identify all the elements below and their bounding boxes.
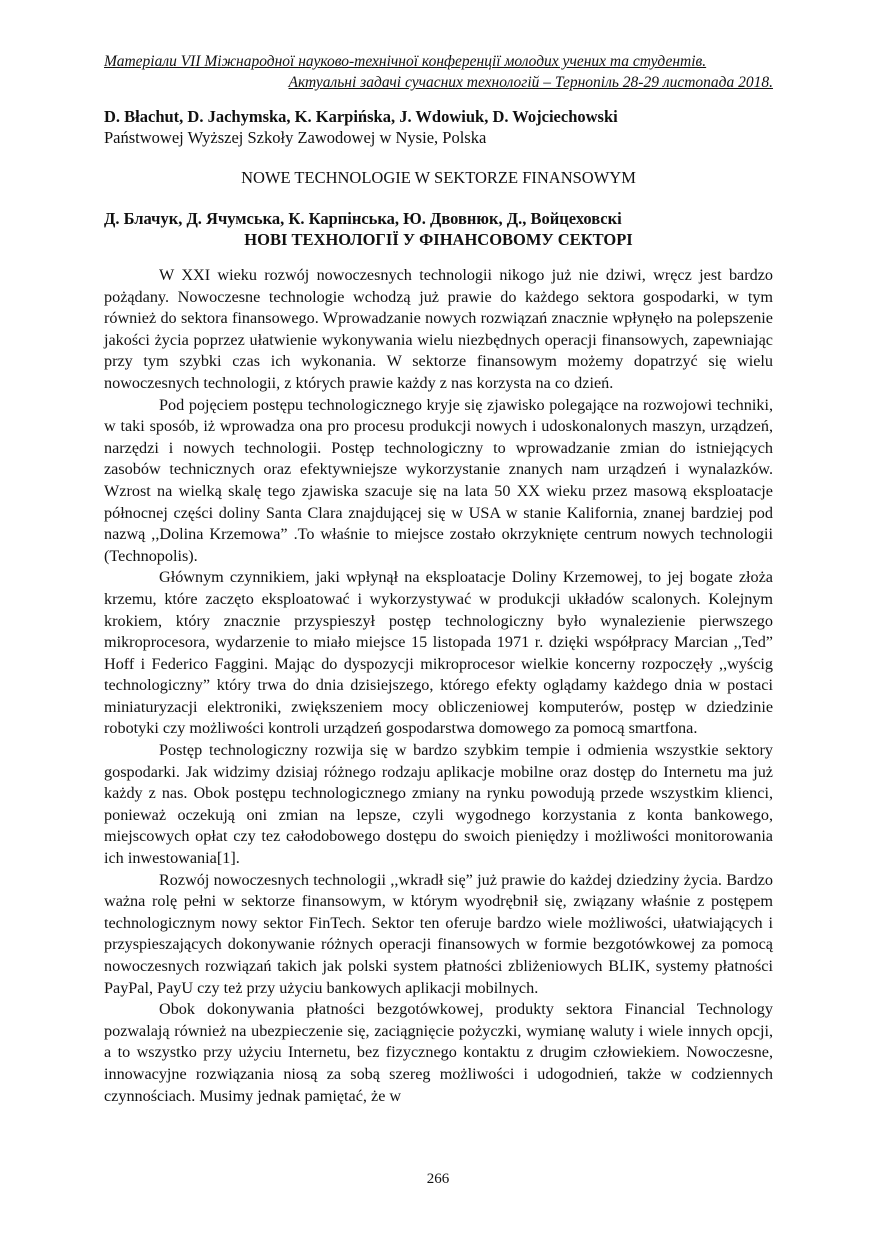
affiliation: Państwowej Wyższej Szkoły Zawodowej w Nysie, Polska — [104, 128, 487, 147]
body-text — [104, 265, 773, 1107]
paper-title-ukrainian: НОВІ ТЕХНОЛОГІЇ У ФІНАНСОВОМУ СЕКТОРІ — [244, 230, 633, 249]
running-header-line-1: Матеріали VII Міжнародної науково-технічної конференції молодих учених та студентів. — [104, 53, 707, 70]
page-number: 266 — [426, 1171, 450, 1187]
paragraph-1: W XXI wieku rozwój nowoczesnych technologii nikogo już nie dziwi, wręcz jest bardzo pożądany. Nowoczesne technologie wchodzą już prawie do każdego sektora gospodarki, w tym również do sektora finansowego. Wprowadzanie nowych rozwiązań znacznie wpłynęło na polepszenie jakości życia poprzez ułatwienie wykonywania wielu niezbędnych operacji finansowych, zapewniając przy tym szybki czas ich wykonania. W sektorze finansowym możemy dopatrzyć się wielu nowoczesnych technologii, z których prawie każdy z nas korzysta na co dzień. — [104, 266, 773, 392]
paragraph-4: Postęp technologiczny rozwija się w bardzo szybkim tempie i odmienia wszystkie sektory gospodarki. Jak widzimy dzisiaj różnego rodzaju aplikacje mobilne oraz dostęp do Internetu ma już każdy z nas. Obok postępu technologicznego zmiany na rynku powodują przede wszystkim klienci, ponieważ oczekują oni zmian na lepsze, czyli wygodnego korzystania z konta bankowego, miejscowych opłat czy tez całodobowego dostępu do swoich pieniędzy i możliwości monitorowania ich inwestowania[1]. — [104, 741, 773, 868]
authors-polish: D. Błachut, D. Jachymska, K. Karpińska, J. Wdowiuk, D. Wojciechowski — [104, 107, 618, 126]
running-header-line-2: Актуальні задачі сучасних технологій – Тернопіль 28-29 листопада 2018. — [288, 74, 773, 91]
paragraph-2: Pod pojęciem postępu technologicznego kryje się zjawisko polegające na rozwojowi techniki, w taki sposób, iż wprowadza ona pro procesu produkcji nowych i udoskonalonych maszyn, urządzeń, narzędzi i nowych technologii. Postęp technologiczny to wprowadzanie zmian do istniejących zasobów technicznych oraz efektywniejsze wykorzystanie znanych nam urządzeń i wynalazków. Wzrost na wielką skalę tego zjawiska szacuje się na lata 50 XX wieku przez masową eksploatacje północnej części doliny Santa Clara znajdującej się w USA w stanie Kalifornia, znanej bardziej pod nazwą ,,Dolina Krzemowa” .To właśnie to miejsce zostało okrzyknięte centrum nowych technologii (Technopolis). — [104, 395, 773, 565]
authors-ukrainian: Д. Блачук, Д. Ячумська, К. Карпінська, Ю. Двовнюк, Д., Войцеховскі — [104, 209, 622, 228]
paragraph-3: Głównym czynnikiem, jaki wpłynął na eksploatacje Doliny Krzemowej, to jej bogate złoża krzemu, które zaczęto eksploatować i wykorzystywać w produkcji układów scalonych. Kolejnym krokiem, który znacznie przyspieszył postęp technologiczny było wynalezienie pierwszego mikroprocesora, wydarzenie to miało miejsce 15 listopada 1971 r. dzięki współpracy Marcian ,,Ted” Hoff i Federico Faggini. Mając do dyspozycji mikroprocesor wielkie koncerny rozpoczęły ,,wyścig technologiczny” który trwa do dnia dzisiejszego, którego efekty oglądamy każdego dnia w postaci miniaturyzacji elektroniki, zwiększeniem mocy obliczeniowej komputerów, postęp w dziedzinie robotyki czy możliwości kontroli urządzeń gospodarstwa domowego za pomocą smartfona. — [104, 568, 773, 738]
paragraph-6: Obok dokonywania płatności bezgotówkowej, produkty sektora Financial Technology pozwalają również na ubezpieczenie się, zaciągnięcie pożyczki, wymianę waluty i wiele innych opcji, a to wszystko przy użyciu Internetu, bez fizycznego kontaktu z drugim człowiekiem. Nowoczesne, innowacyjne rozwiązania niosą za sobą szereg możliwości i udogodnień, także w codziennych czynnościach. Musimy jednak pamiętać, że w — [104, 1000, 773, 1105]
paragraph-5: Rozwój nowoczesnych technologii ,,wkradł się” już prawie do każdej dziedziny życia. Bardzo ważna rolę pełni w sektorze finansowym, w którym wyodrębnił się, związany właśnie z postępem technologicznym nowy sektor FinTech. Sektor ten oferuje bardzo wiele możliwości, ułatwiających i przyspieszających dokonywanie różnych operacji finansowych w formie bezgotówkowej za pomocą nowoczesnych rozwiązań takich jak polski system płatności zbliżeniowych BLIK, systemy płatności PayPal, PayU czy też przy użyciu bankowych aplikacji mobilnych. — [104, 870, 773, 997]
paper-title-polish: NOWE TECHNOLOGIE W SEKTORZE FINANSOWYM — [241, 168, 636, 187]
